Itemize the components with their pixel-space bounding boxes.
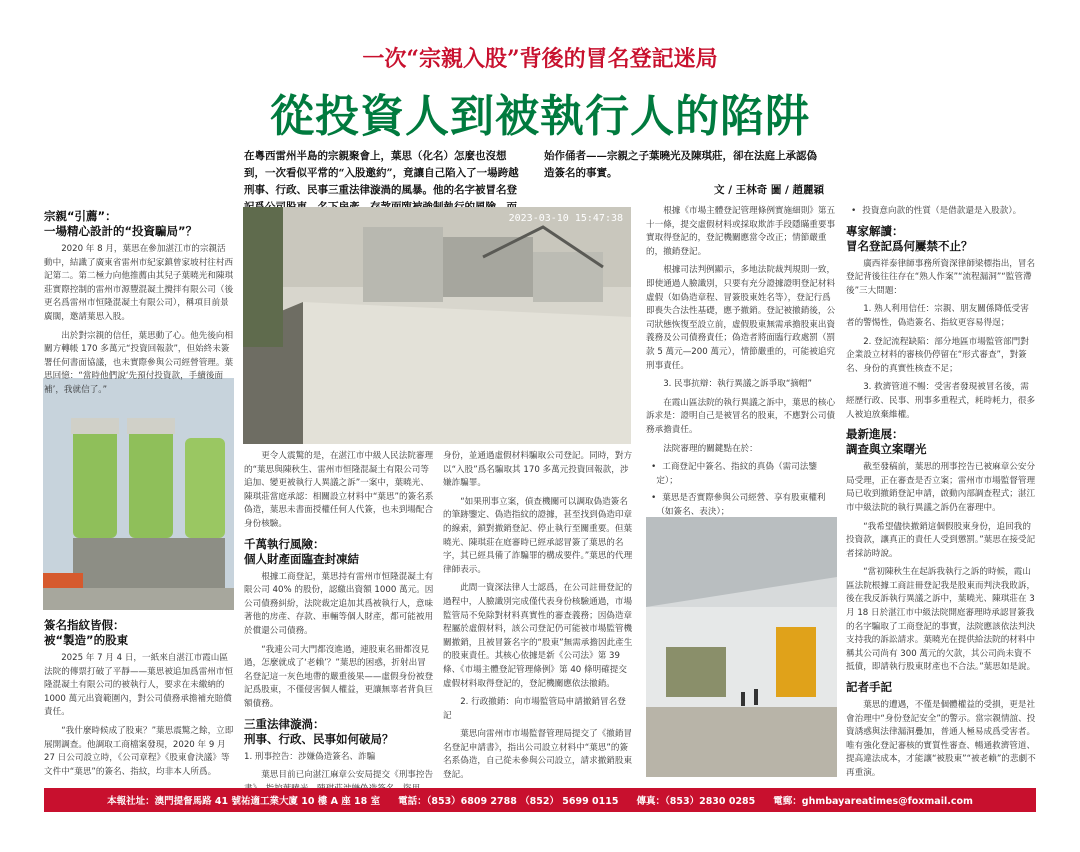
column-4 <box>646 205 836 524</box>
construction-site-photo <box>243 207 631 444</box>
criteria-list-cont <box>846 205 1036 219</box>
factory-drawing <box>646 517 837 777</box>
col5-paragraph: 葉思的遭遇，不僅是個體權益的受損，更是社會治理中“身份登記安全”的警示。當宗親情誼、投資誘惑與法律漏洞疊加，普通人極易成爲受害者。唯有強化登記審核的實質性審查、暢通救濟管道、提高違法成本，才能讓“被股東”“被老賴”的悲劇不再重演。 <box>846 700 1036 778</box>
col3-paragraph: 此間一資深法律人士認爲，在公司註冊登記的過程中，人臉識別完成僅代表身份核驗通過，市場監管局不免除對材料真實性的審查義務；因偽造章程屬於虛假材料，該公司登記仍可能被市場監管機關撤銷，且被冒簽名字的“股東”無需承擔因此產生的股東責任。其核心依據是新《公司法》第 39 條、《市場主體登記管理條例》第 40 條明確提交虛假材料取得登記的，登記機關應依法撤銷。 <box>443 583 633 689</box>
section-heading-1: 宗親“引薦”： 一場精心設計的“投資騙局”？ <box>44 209 198 238</box>
section-heading-6: 最新進展： 調查與立案曙光 <box>846 427 927 457</box>
list-item: • 投資意向款的性質（是借款還是入股款）。 <box>846 205 1036 219</box>
footer-bar <box>44 788 1036 812</box>
column-2 <box>244 450 434 801</box>
byline: 文 / 王林奇 圖 / 趙麗穎 <box>714 184 824 196</box>
col2-paragraph: 1. 刑事控告：涉嫌偽造簽名、詐騙 <box>244 751 376 762</box>
section-heading-2: 簽名指紋皆假： 被“製造”的股東 <box>44 618 129 647</box>
footer-email: 電郵：ghmbayareatimes@foxmail.com <box>773 796 973 807</box>
col5-paragraph: 廣西祥泰律師事務所資深律師梁標指出，冒名登記背後往往存在“熟人作案”“流程漏洞”“監管滯後”三大問題： <box>846 258 1036 296</box>
col5-paragraph: “我希望儘快撤銷這個假股東身份，追回我的投資款，讓真正的責任人受到懲罰。”葉思在接受記者採訪時說。 <box>846 521 1036 559</box>
column-3 <box>443 450 633 788</box>
criteria-list <box>646 461 836 519</box>
col4-paragraph: 3. 民事抗辯：執行異議之訴爭取“摘帽” <box>663 379 812 390</box>
col3-paragraph: 葉思向雷州市市場監督管理局提交了《撤銷冒名登記申請書》，指出公司設立材料中“葉思”的簽名系偽造，自己從未參與公司設立，請求撤銷股東登記。 <box>443 729 633 781</box>
footer-fax: 傳真：（853）2830 0285 <box>636 796 756 807</box>
col1-paragraph: 2025 年 7 月 4 日，一紙來自湛江市霞山區法院的傳票打破了平靜——葉思被追加爲雷州市恒隆混凝土有限公司的被執行人，要求在未繳納的 1000 萬元出資範圍內，對公司債務承擔補充賠償責任。 <box>44 653 234 718</box>
list-item: • 工商登記中簽名、指紋的真偽（需司法鑒定）； <box>646 461 836 488</box>
construction-site-drawing <box>243 207 631 444</box>
section-heading-3: 千萬執行風險： 個人財產面臨查封凍結 <box>244 536 359 566</box>
col2-paragraph: “我連公司大門都沒進過，連股東名冊都沒見過，怎麼就成了‘老賴’？”葉思的困惑，折射出冒名登記這一灰色地帶的嚴重後果——虛假身份被登記爲股東，不僅侵害個人權益，更讓無辜者背負巨額債務。 <box>244 644 434 709</box>
col5-paragraph: 截至發稿前，葉思的刑事控告已被麻章公安分局受理，正在審查是否立案；雷州市市場監督管理局已收到撤銷登記申請，啟動內部調查程式；湛江市中級法院的執行異議之訴仍在審理中。 <box>846 462 1036 513</box>
footer-address: 本報社址：澳門提督馬路 41 號祐適工業大廈 10 樓 A 座 18 室 <box>107 796 381 807</box>
col1-paragraph: 2020 年 8 月，葉思在參加湛江市的宗親活動中，結識了廣東省雷州市紀家鎮曾家坡村往村西記第二。第二極力向他推薦由其兒子葉曉光和陳琪莊實際控制的雷州市源豐混凝土攪拌有限公司（後更名爲雷州市恒隆混凝土有限公司），稱項目前景廣闊，邀請葉思入股。 <box>44 244 234 322</box>
col5-paragraph: 2. 登記流程缺陷：部分地區市場監管部門對企業設立材料的審核仍停留在“形式審查”，對簽名、身份的真實性核查不足； <box>846 336 1029 374</box>
col5-paragraph: “當初陳秋生在起訴我執行之訴的時候，霞山區法院根據工商註冊登記我是股東而判決我敗訴，後在我反訴執行異議之訴中，葉曉光、陳琪莊在 3 月 18 日於湛江市中級法院開庭審理時承認冒簽我的名字騙取了工商登記的事實，法院應該依法判決支持我的訴訟請求。葉曉光在提供給法院的材料中稱其公司尚有 300 萬元的欠款，其公司尚未資不抵債，即請執行股東財產也不合法。”葉思如是說。 <box>846 567 1036 673</box>
silo-photo <box>43 378 234 610</box>
col1-paragraph: “我什麼時候成了股東？”葉思震驚之餘，立即展開調查。他調取工商檔案發現，2020 年 9 月 27 日公司設立時，《公司章程》《股東會決議》等文件中“葉思”的簽名、指紋，均非本人所爲。 <box>44 725 234 777</box>
list-item: • 葉思是否實際參與公司經營、享有股東權利（如簽名、表決）； <box>646 492 836 519</box>
kicker-title: 一次“宗親入股”背後的冒名登記迷局 <box>362 46 718 72</box>
column-5 <box>846 205 1036 786</box>
col4-paragraph: 根據司法判例顯示，多地法院裁判規則一致，即使通過人臉識別，只要有充分證據證明登記材料虛假（如偽造章程、冒簽股東姓名等），登記行爲即喪失合法性基礎，應予撤銷。登記被撤銷後，公司狀態恢復至設立前，虛假股東無需承擔股東出資義務及公司債務責任；偽造者將面臨行政處罰（罰款 5 萬元—200 萬元），情節嚴重的，可能被追究刑事責任。 <box>646 265 836 371</box>
photo-timestamp: 2023-03-10 15:47:38 <box>508 213 623 224</box>
col5-paragraph: 1. 熟人利用信任：宗親、朋友關係降低受害者的警惕性，偽造簽名、指紋更容易得逞； <box>846 304 1029 328</box>
col3-paragraph: 2. 行政撤銷：向市場監管局申請撤銷冒名登記 <box>443 697 626 721</box>
column-1 <box>44 205 234 403</box>
col2-paragraph: 更令人震驚的是，在湛江市中級人民法院審理的“葉思與陳秋生、雷州市恒隆混凝土有限公司等追加、變更被執行人異議之訴”一案中，葉曉光、陳琪莊當庭承認：相關設立材料中“葉思”的簽名系偽造，葉思未書面授權任何人代簽，也未到場配合身份核驗。 <box>244 451 434 529</box>
section-heading-7: 記者手記 <box>846 680 892 695</box>
lead-text: 在粵西雷州半島的宗親聚會上，葉思（化名）怎麼也沒想到，一次看似平常的“入股邀約”，竟讓自己陷入了一場跨越刑事、行政、民事三重法律漩渦的風暴。他的名字被冒名登 始作俑者——宗親之子葉曉光及陳琪莊，卻在法庭上承認偽造簽名的事實。 <box>244 150 817 196</box>
col1-paragraph: 出於對宗親的信任，葉思動了心。他先後向相關方轉帳 170 多萬元“投資回報款”，但始終未簽署任何書面協議，也未實際參與公司經營管理。葉思回憶：“當時他們說‘先預付投資款，手續後面補’，我就信了。” <box>44 330 234 395</box>
col4-paragraph: 法院審理的關鍵點在於： <box>663 443 758 454</box>
section-heading-4: 三重法律漩渦： 刑事、行政、民事如何破局？ <box>244 716 394 746</box>
headline: 從投資人到被執行人的陷阱 <box>270 91 810 142</box>
col3-paragraph: “如果刑事立案，偵查機關可以調取偽造簽名的筆跡鑒定、偽造指紋的證據，甚至找到偽造印章的線索，鎖對撤銷登記、停止執行至關重要。但葉曉光、陳琪莊在庭審時已經承認冒簽了葉思的名字，其已經具備了詐騙罪的構成要件。”葉思的代理律師表示。 <box>443 496 633 575</box>
silo-drawing <box>43 378 234 610</box>
col4-paragraph: 根據《市場主體登記管理條例實施細則》第五十一條，提交虛假材料或採取欺詐手段隱瞞重要事實取得登記的，登記機關應當令改正；情節嚴重的，撤銷登記。 <box>646 206 836 257</box>
col4-paragraph: 在霞山區法院的執行異議之訴中，葉思的核心訴求是：證明自己是被冒名的股東，不應對公司債務承擔責任。 <box>646 397 836 435</box>
col2-paragraph: 根據工商登記，葉思持有雷州市恒隆混凝土有限公司 40% 的股份，認繳出資額 1000 萬元。因公司債務糾紛，法院裁定追加其爲被執行人，意味著他的房產、存款、車輛等個人財產，都可能被用於償還公司債務。 <box>244 571 434 636</box>
col2-paragraph: 葉思目前已向湛江麻章公安局提交《刑事控告 <box>261 770 434 781</box>
col5-paragraph: 3. 救濟管道不暢：受害者發現被冒名後，需經歷行政、民事、刑事多重程式，耗時耗力，很多人被迫放棄維權。 <box>846 382 1036 420</box>
footer-phone: 電話：（853）6809 2788 （852） 5699 0115 <box>398 796 619 807</box>
section-heading-5: 專家解讀： 冒名登記爲何屢禁不止？ <box>846 223 973 253</box>
factory-interior-photo <box>646 517 837 777</box>
column-1b <box>44 614 234 784</box>
col3-paragraph: 身份，並通過虛假材料騙取公司登記。同時，對方以“入股”爲名騙取其 170 多萬元投資回報款，涉嫌詐騙罪。 <box>443 451 633 489</box>
